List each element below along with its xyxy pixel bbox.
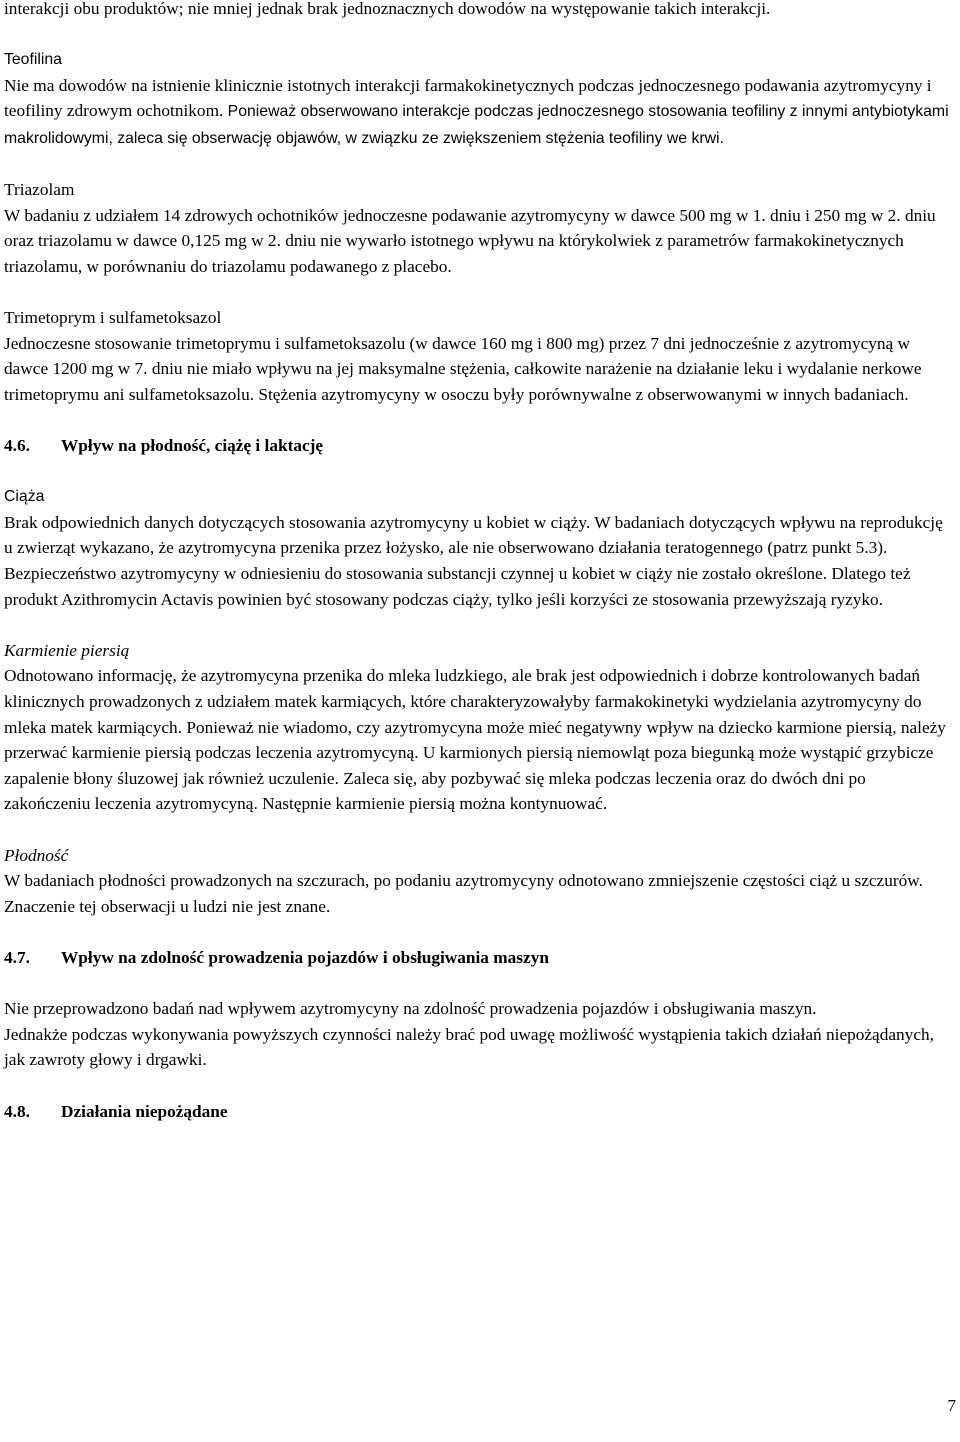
section-4-8-number: 4.8. [4, 1101, 30, 1121]
section-4-7-number: 4.7. [4, 947, 30, 967]
section-4-7-paragraph-1: Nie przeprowadzono badań nad wpływem azytromycyny na zdolność prowadzenia pojazdów i obsługiwania maszyn. [4, 999, 817, 1019]
ciaza-title: Ciąża [4, 488, 45, 506]
teofilina-section [4, 47, 950, 151]
teofilina-paragraph [4, 73, 950, 152]
teofilina-title: Teofilina [4, 51, 62, 69]
triazolam-section [4, 177, 950, 279]
section-4-7-heading [4, 945, 950, 971]
teofilina-text-sans: Ponieważ obserwowano interakcje podczas jednoczesnego stosowania teofiliny z innymi antybiotykami makrolidowymi, zaleca się obserwację objawów, w związku ze zwiększeniem stężenia teofiliny we krwi. [4, 103, 949, 147]
intro-paragraph: interakcji obu produktów; nie mniej jednak brak jednoznacznych dowodów na występowanie takich interakcji. [4, 0, 771, 18]
trimetoprym-title: Trimetoprym i sulfametoksazol [4, 308, 222, 328]
document-page [4, 0, 950, 1150]
karmienie-title: Karmienie piersią [4, 640, 130, 660]
section-4-6-title: Wpływ na płodność, ciążę i laktację [61, 436, 324, 456]
plodnosc-section [4, 843, 950, 920]
ciaza-section [4, 484, 950, 612]
karmienie-section [4, 638, 950, 817]
triazolam-title: Triazolam [4, 180, 75, 200]
section-4-6-heading [4, 433, 950, 459]
karmienie-paragraph: Odnotowano informację, że azytromycyna przenika do mleka ludzkiego, ale brak jest odpowiednich i dobrze kontrolowanych badań klinicznych prowadzonych z udziałem matek karmiących, które charakteryzowałyby farmakokinetyki wydzielania azytromycyny do mleka matek karmiących. Ponieważ nie wiadomo, czy azytromycyna może mieć negatywny wpływ na dziecko karmione piersią, należy przerwać karmienie piersią podczas leczenia azytromycyną. U karmionych piersią niemowląt poza biegunką może wystąpić grzybicze zapalenie błony śluzowej jak również uczulenie. Zaleca się, aby pozbywać się mleka podczas leczenia oraz do dwóch dni po zakończeniu leczenia azytromycyną. Następnie karmienie piersią można kontynuować. [4, 666, 946, 814]
triazolam-paragraph: W badaniu z udziałem 14 zdrowych ochotników jednoczesne podawanie azytromycyny w dawce 500 mg w 1. dniu i 250 mg w 2. dniu oraz triazolamu w dawce 0,125 mg w 2. dniu nie wywarło istotnego wpływu na którykolwiek z parametrów farmakokinetycznych triazolamu, w porównaniu do triazolamu podawanego z placebo. [4, 205, 936, 276]
teofilina-text-serif: Nie ma dowodów na istnienie klinicznie istotnych interakcji farmakokinetycznych podczas jednoczesnego podawania azytromycyny i teofiliny zdrowym ochotnikom. [4, 75, 932, 121]
trimetoprym-paragraph: Jednoczesne stosowanie trimetoprymu i sulfametoksazolu (w dawce 160 mg i 800 mg) przez 7 dni jednocześnie z azytromycyną w dawce 1200 mg w 7. dniu nie miało wpływu na jej maksymalne stężenia, całkowite narażenie na działanie leku i wydalanie nerkowe trimetoprymu ani sulfametoksazolu. Stężenia azytromycyny w osoczu były porównywalne z obserwowanymi w innych badaniach. [4, 333, 922, 404]
section-4-6-number: 4.6. [4, 436, 30, 456]
section-4-7-paragraph-2: Jednakże podczas wykonywania powyższych czynności należy brać pod uwagę możliwość wystąpienia takich działań niepożądanych, jak zawroty głowy i drgawki. [4, 1024, 934, 1070]
ciaza-paragraph: Brak odpowiednich danych dotyczących stosowania azytromycyny u kobiet w ciąży. W badaniach dotyczących wpływu na reprodukcję u zwierząt wykazano, że azytromycyna przenika przez łożysko, ale nie obserwowano działania teratogennego (patrz punkt 5.3). Bezpieczeństwo azytromycyny w odniesieniu do stosowania substancji czynnej u kobiet w ciąży nie zostało określone. Dlatego też produkt Azithromycin Actavis powinien być stosowany podczas ciąży, tylko jeśli korzyści ze stosowania przewyższają ryzyko. [4, 512, 943, 609]
section-4-7-title: Wpływ na zdolność prowadzenia pojazdów i obsługiwania maszyn [61, 947, 549, 967]
section-4-8-heading [4, 1099, 950, 1125]
plodnosc-title: Płodność [4, 845, 69, 865]
plodnosc-paragraph: W badaniach płodności prowadzonych na szczurach, po podaniu azytromycyny odnotowano zmniejszenie częstości ciąż u szczurów. Znaczenie tej obserwacji u ludzi nie jest znane. [4, 871, 923, 916]
section-4-8-title: Działania niepożądane [61, 1101, 228, 1121]
page-number: 7 [947, 1396, 956, 1415]
trimetoprym-section [4, 305, 950, 407]
